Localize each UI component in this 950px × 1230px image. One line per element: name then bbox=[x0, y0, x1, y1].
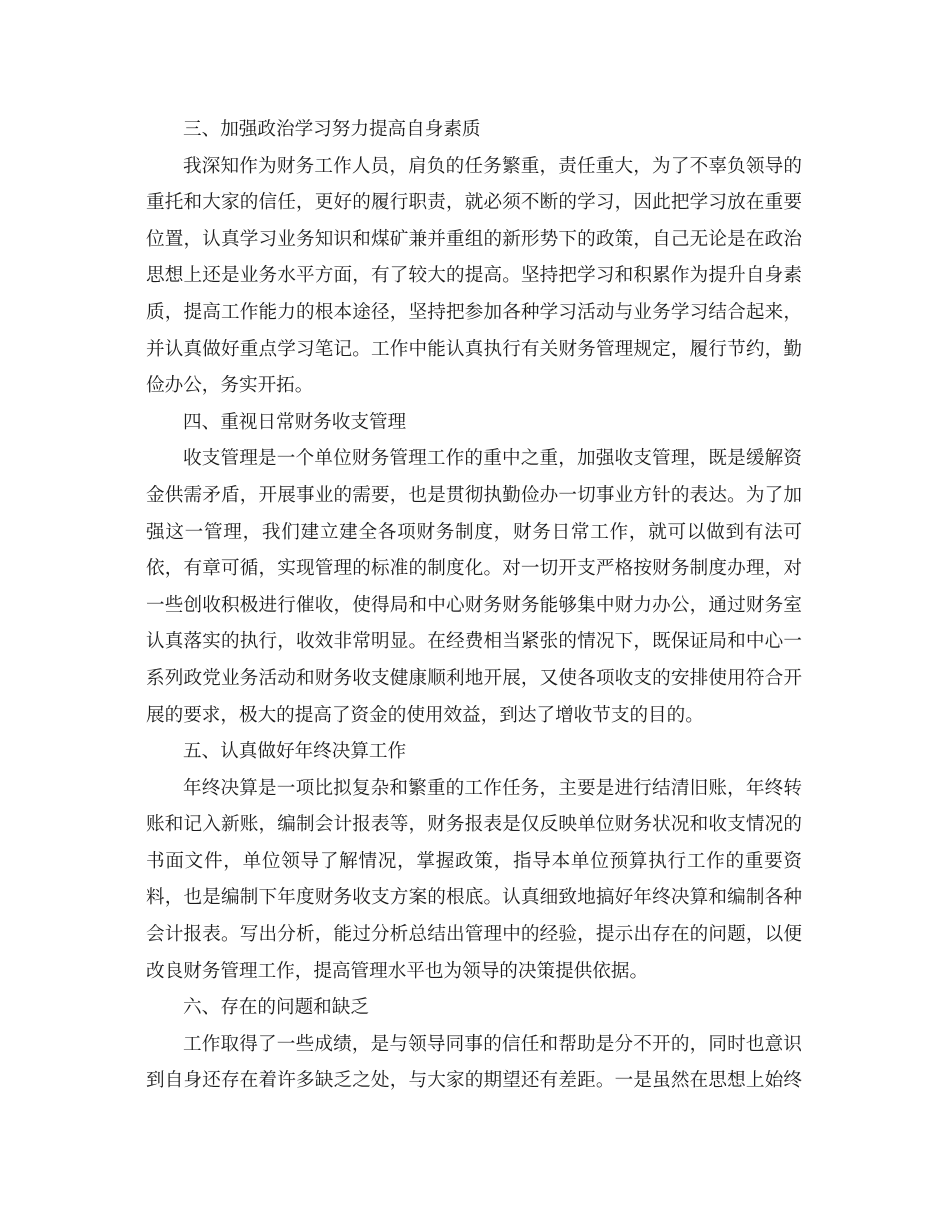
paragraph-line: 思想上还是业务水平方面，有了较大的提高。坚持把学习和积累作为提升自身素 bbox=[146, 265, 802, 287]
paragraph-line: 金供需矛盾，开展事业的需要，也是贯彻执勤俭办一切事业方针的表达。为了加 bbox=[146, 484, 802, 506]
section-heading: 四、重视日常财务收支管理 bbox=[183, 411, 407, 433]
paragraph-line: 依，有章可循，实现管理的标准的制度化。对一切开支严格按财务制度办理，对 bbox=[146, 558, 802, 580]
paragraph-line: 改良财务管理工作，提高管理水平也为领导的决策提供依据。 bbox=[146, 960, 649, 982]
paragraph-line: 到自身还存在着许多缺乏之处，与大家的期望还有差距。一是虽然在思想上始终 bbox=[146, 1070, 802, 1092]
paragraph-line: 一些创收积极进行催收，使得局和中心财务财务能够集中财力办公，通过财务室 bbox=[146, 594, 802, 616]
paragraph-line: 俭办公，务实开拓。 bbox=[146, 375, 314, 397]
paragraph-line: 强这一管理，我们建立建全各项财务制度，财务日常工作，就可以做到有法可 bbox=[146, 521, 802, 543]
paragraph-line: 位置，认真学习业务知识和煤矿兼并重组的新形势下的政策，自己无论是在政治 bbox=[146, 228, 802, 250]
paragraph-line: 账和记入新账，编制会计报表等，财务报表是仅反映单位财务状况和收支情况的 bbox=[146, 814, 802, 836]
section-heading: 五、认真做好年终决算工作 bbox=[183, 741, 407, 763]
paragraph-line: 我深知作为财务工作人员，肩负的任务繁重，责任重大，为了不辜负领导的 bbox=[183, 155, 802, 177]
paragraph-line: 重托和大家的信任，更好的履行职责，就必须不断的学习，因此把学习放在重要 bbox=[146, 192, 802, 214]
paragraph-line: 料，也是编制下年度财务收支方案的根底。认真细致地搞好年终决算和编制各种 bbox=[146, 887, 802, 909]
paragraph-line: 认真落实的执行，收效非常明显。在经费相当紧张的情况下，既保证局和中心一 bbox=[146, 631, 802, 653]
paragraph-line: 并认真做好重点学习笔记。工作中能认真执行有关财务管理规定，履行节约，勤 bbox=[146, 338, 802, 360]
section-heading: 三、加强政治学习努力提高自身素质 bbox=[183, 119, 481, 140]
paragraph-line: 年终决算是一项比拟复杂和繁重的工作任务，主要是进行结清旧账，年终转 bbox=[183, 777, 802, 799]
paragraph-line: 收支管理是一个单位财务管理工作的重中之重，加强收支管理，既是缓解资 bbox=[183, 448, 802, 470]
paragraph-line: 会计报表。写出分析，能过分析总结出管理中的经验，提示出存在的问题，以便 bbox=[146, 924, 802, 946]
paragraph-line: 书面文件，单位领导了解情况，掌握政策，指导本单位预算执行工作的重要资 bbox=[146, 850, 802, 872]
document-page bbox=[146, 112, 802, 1100]
paragraph-line: 质，提高工作能力的根本途径，坚持把参加各种学习活动与业务学习结合起来， bbox=[146, 301, 802, 323]
section-heading: 六、存在的问题和缺乏 bbox=[183, 997, 369, 1019]
paragraph-line: 展的要求，极大的提高了资金的使用效益，到达了增收节支的目的。 bbox=[146, 704, 704, 726]
paragraph-line: 系列政党业务活动和财务收支健康顺利地开展，又使各项收支的安排使用符合开 bbox=[146, 667, 802, 689]
paragraph-line: 工作取得了一些成绩，是与领导同事的信任和帮助是分不开的，同时也意识 bbox=[183, 1033, 802, 1055]
